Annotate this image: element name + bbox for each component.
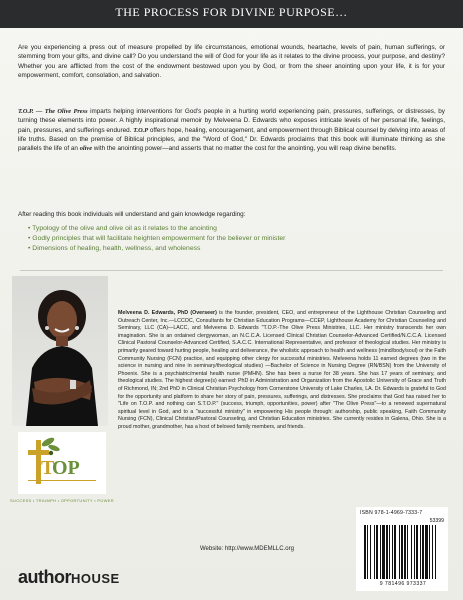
isbn-text: ISBN 978-1-4969-7333-7	[360, 510, 423, 516]
author-photo	[12, 276, 108, 426]
svg-text:OP: OP	[52, 457, 80, 479]
publisher-logo	[18, 567, 120, 588]
list-item: • Godly principles that will facilitate heighten empowerment for the believer or minister	[28, 234, 448, 244]
price-code: 53399	[429, 518, 444, 524]
bio-text: is the founder, president, CEO, and entrepreneur of the Lighthouse Christian Counseling and Outreach Center, Inc.—LCCOC, Consultants for Christian Education Programs—CCEP, Lighthouse Academy for Christian Counseling and Seminary, LLC (CA)—LACC, and Melveena D. Edwards "T.O.P.-The Olive Press Ministries, LLC. Her ministry transcends her own imagination. She is an ordained clergywoman, an N.C.C.A. Licensed Clinical Christian Counselor-Advanced Certified/N.C.C.A. Licensed Clinical Pastoral Counselor-Advanced Certified, S.A.C.C. International Representative, and professor of theological studies. Her ministry is primarily geared toward hurting people, healing and deliverance, the wholistic approach to health and wellness (mind/body/soul) or the Faith Community Nursing (FCN) practice, and equipping other clergy for successful ministries. Melveena holds 11 earned degrees (two in the science in nursing and nine in seminary/theological studies) —Bachelor of Science in Nursing Degree (RN/BSN) from the University of Phoenix. She is a psychiatric/mental health nurse (PMHN). She has been a nurse for 38 years. She has 17 years of seminary, and theological studies. The highest degree(s) earned: PhD in Administration and Organization from the Apostolic University of Grace and Truth of Richmond, IN; 2nd PhD in Clinical Christian Psychology from Cornerstone University of Lake Charles, LA. Dr. Edwards is grateful to God for the opportunity and platform to share her story of pain, pressures, sufferings, and distresses. She proclaims that God has raised her to "Life on T.O.P. and nothing can S.T.O.P." (success, triumph, opportunities, power) after "The Olive Press"—to a renewed supernatural spiritual level in God, and to a "successful ministry" in empowering His people through: authorship, public speaking, Faith Community Nursing (FCN), Clinical Christian/Pastoral Counseling, and Christian Education ministries. She currently resides in Galena, Ohio. She is a proud mother, grandmother, has a host of beloved family members, and friends.	[118, 310, 446, 430]
about-paragraph	[18, 107, 445, 153]
barcode-area	[356, 507, 448, 591]
barcode-icon	[356, 525, 448, 585]
logo-caption: SUCCESS • TRIUMPH • OPPORTUNITY • POWER	[10, 498, 114, 503]
about-text-1: imparts helping interventions for God's people in a hurting world experiencing pain, pressures, sufferings, or distresses, by turning these elements into power. A highly inspirational memoir by Melveena D. Edwards who exposes intricate levels of her personal life, feelings, pain, pressures, and sufferings endured.	[18, 108, 445, 134]
list-item: • Dimensions of healing, health, wellness, and wholeness	[28, 244, 448, 254]
about-text-3: with the anointing power—and asserts that no matter the cost for the anointing, you will reap divine benefits.	[92, 145, 397, 153]
author-name: Melveena D. Edwards, PhD (Overseer)	[118, 310, 217, 316]
divider	[20, 270, 443, 271]
svg-text:T: T	[41, 457, 55, 479]
book-title-inline: T.O.P. — The Olive Press	[18, 108, 88, 115]
author-bio	[118, 310, 446, 432]
page-title: THE PROCESS FOR DIVINE PURPOSE…	[115, 5, 348, 19]
top-inline: T.O.P	[133, 126, 149, 134]
olive-inline: olive	[79, 145, 93, 153]
publisher-name-part1: author	[18, 567, 71, 587]
ministry-logo	[18, 432, 106, 494]
knowledge-list	[28, 224, 448, 254]
list-item: • Typology of the olive and olive oil as it relates to the anointing	[28, 224, 448, 234]
lead-in: After reading this book individuals will understand and gain knowledge regarding:	[18, 211, 246, 218]
barcode-number: 9 781496 973337	[379, 581, 427, 587]
website-link[interactable]: Website: http://www.MDEMLLC.org	[200, 546, 294, 552]
publisher-name-part2: HOUSE	[71, 571, 120, 586]
about-text-2: offers hope, healing, encouragement, and empowerment through Biblical counsel by delving into areas of life truths. Based on the premise of Biblical principles, and the "Word of God," Dr. Edwards proclaims that this book will illuminate thinking as she parallels the life of an	[18, 126, 445, 153]
intro-paragraph: Are you experiencing a press out of measure propelled by life circumstances, emotional wounds, heartache, levels of pain, human sufferings, or stemming from your gifts, and divine call? Do you understand the will of God for your life as it relates to the divine process, your purpose, and destiny? Whether you are afflicted from the cost of the endowment bestowed upon you by God, or from the sheer anointing upon your life, it is for your empowerment, comfort, consolation, and salvation.	[18, 44, 445, 79]
